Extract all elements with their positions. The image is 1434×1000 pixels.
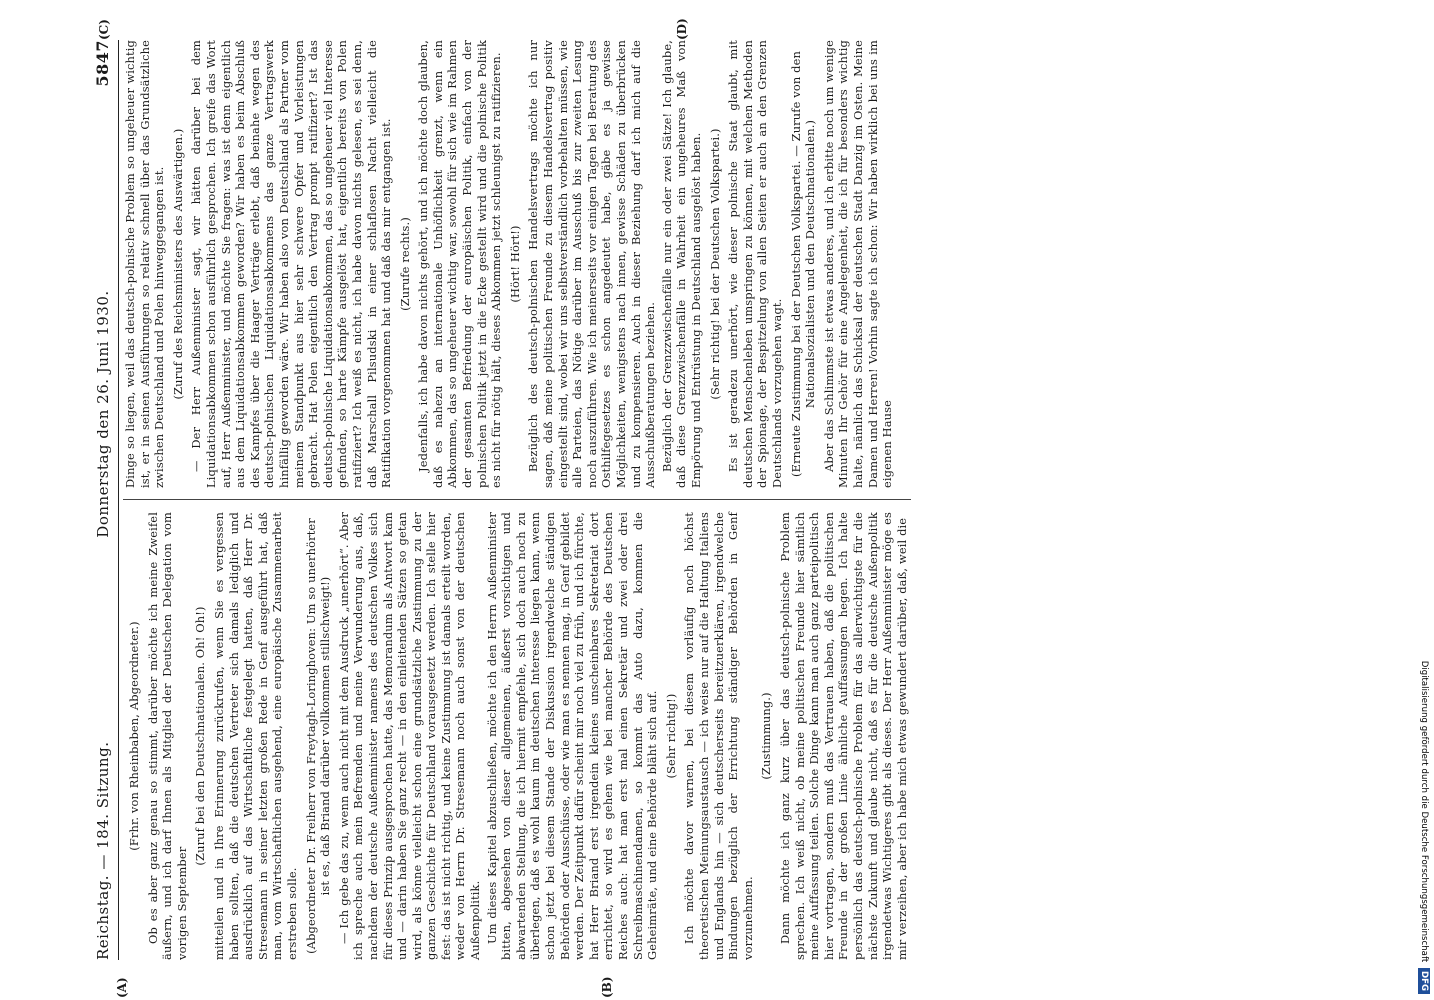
rotated-page-content: [85, 0, 1125, 1000]
left-column: [123, 512, 911, 960]
interjection: (Sehr richtig! bei der Deutschen Volkspartei.): [707, 128, 722, 400]
paragraph: Aber das Schlimmste ist etwas anderes, und ich erbitte noch um wenige Minuten Ihr Gehör für eine Angelegenheit, die ich für besonders wichtig halte, nämlich das Schicksal der deutschen Stadt Danzig im Osten. Meine Damen und Herren! Vorhin sagte ich schon: Wir haben wirklich bei uns im eigenen Hause: [821, 40, 895, 488]
margin-marker-c: (C): [97, 19, 111, 40]
paragraph: Jedenfalls, ich habe davon nichts gehört, und ich möchte doch glauben, daß es nahezu an internationale Unhöflichkeit grenzt, wenn ein Abkommen, das so ungeheuer wichtig war, sowohl für sich wie im Rahmen der gesamten Befriedung der europäischen Politik, einfach von der polnischen Politik jetzt in die Ecke gestellt wird und die polnische Politik es nicht für nötig hält, dieses Abkommen jetzt schleunigst zu ratifizieren.: [416, 40, 504, 488]
interjection: (Abgeordneter Dr. Freiherr von Freytagh-Loringhoven: Um so unerhörter ist es, daß Briand darüber vollkommen stillschweigt!): [303, 518, 333, 954]
paragraph: Bezüglich des deutsch-polnischen Handelsvertrags möchte ich nur sagen, daß meine politischen Freunde zu diesem Handelsvertrag positiv eingestellt sind, wobei wir uns selbstverständlich vorbehalten müssen, wie alle Parteien, das Nötige darüber im Ausschuß bis zur zweiten Lesung noch auszuführen. Wie ich meinerseits vor einigen Tagen bei Beratung des Osthilfegesetzes es schon angedeutet habe, gäbe es ja gewisse Möglichkeiten, wenigstens nach innen, gewisse Schäden zu überbrücken und zu kompensieren. Auch in dieser Beziehung darf ich mich auf die Ausschußberatungen beziehen.: [526, 40, 658, 488]
paragraph: Bezüglich der Grenzzwischenfälle nur ein oder zwei Sätze! Ich glaube, daß diese Grenzzwischenfälle in Wahrheit ein ungeheures Maß von Empörung und Entrüstung in Deutschland ausgelöst haben.: [659, 40, 703, 488]
margin-marker-d: (D): [675, 18, 689, 40]
speaker-line: (Frhr. von Rheinbaben, Abgeordneter.): [127, 621, 141, 851]
right-column: [123, 40, 911, 488]
margin-marker-b: (B): [600, 976, 614, 998]
header-center: Donnerstag den 26. Juni 1930.: [94, 290, 112, 538]
margin-marker-a: (A): [115, 977, 129, 998]
digitization-credit: [1418, 6, 1430, 994]
column-divider: [123, 499, 911, 500]
credit-text: Digitalisierung gefördert durch die Deutsche Forschungsgemeinschaft: [1419, 660, 1429, 963]
interjection: (Zustimmung.): [759, 692, 774, 780]
page-header: [93, 40, 119, 960]
interjection: (Hört! Hört!): [507, 225, 522, 303]
interjection: (Sehr richtig!): [663, 693, 678, 779]
interjection: (Zuruf bei den Deutschnationalen. Oh! Oh!): [193, 606, 208, 866]
interjection: (Zuruf des Reichsministers des Auswärtigen.): [170, 128, 185, 400]
paragraph: Es ist geradezu unerhört, wie dieser polnische Staat glaubt, mit deutschen Menschenleben umspringen zu können, mit welchen Methoden der Spionage, der Bespitzelung von allen Seiten er auch an den Grenzen Deutschlands vorzugehen wagt.: [726, 40, 784, 488]
paragraph: Ich möchte davor warnen, bei diesem vorläufig noch höchst theoretischen Meinungsaustausch — ich weise nur auf die Haltung Italiens und Englands hin — sich deutscherseits bereitzuerklären, irgendwelche Bindungen bezüglich der Errichtung ständiger Behörden in Genf vorzunehmen.: [682, 512, 755, 960]
interjection: (Zurufe rechts.): [397, 217, 412, 311]
paragraph: Um dieses Kapitel abzuschließen, möchte ich den Herrn Außenminister bitten, abgesehen von dieser allgemeinen, äußerst vorsichtigen und abwartenden Stellung, die ich hiermit empfehle, sich doch auch noch zu überlegen, daß es wohl kaum im deutschen Interesse liegen kann, wenn schon jetzt bei diesem Stande der Diskussion irgendwelche ständigen Behörden oder Ausschüsse, oder wie man es nennen mag, in Genf gebildet werden. Der Zeitpunkt dafür scheint mir noch viel zu früh, und ich fürchte, hat Herr Briand erst irgendein kleines unscheinbares Sekretariat dort errichtet, so wird es gehen wie bei mancher Behörde des Deutschen Reiches auch: hat man erst mal einen Sekretär und zwei oder drei Schreibmaschinendamen, so kommt das Auto dazu, kommen die Geheimräte, und eine Behörde bläht sich auf.: [484, 512, 660, 960]
header-left: Reichstag. — 184. Sitzung.: [94, 741, 112, 960]
paragraph: mitteilen und in Ihre Erinnerung zurückrufen, wenn Sie es vergessen haben sollten, daß die deutschen Vertreter sich damals lediglich und ausdrücklich auf das Wirtschaftliche festgelegt hatten, daß Herr Dr. Stresemann in seiner letzten großen Rede in Genf ausgeführt hat, daß man, vom Wirtschaftlichen ausgehend, eine europäische Zusammenarbeit erstreben solle.: [211, 512, 299, 960]
interjection: (Erneute Zustimmung bei der Deutschen Volkspartei. — Zurufe von den Nationalsozialisten und den Deutschnationalen.): [788, 51, 818, 477]
paragraph: — Der Herr Außenminister sagt, wir hätten darüber bei dem Liquidationsabkommen schon ausführlich gesprochen. Ich greife das Wort auf, Herr Außenminister, und möchte Sie fragen: was ist denn eigentlich aus dem Liquidationsabkommen geworden? Wir haben es beim Abschluß des Kampfes über die Haager Verträge erlebt, daß beinahe wegen des deutsch-polnischen Liquidationsabkommens das ganze Vertragswerk hinfällig geworden wäre. Wir haben also von Deutschland als Partner vom meinem Standpunkt aus hier sehr schwere Opfer und Vorleistungen gebracht. Hat Polen eigentlich den Vertrag prompt ratifiziert? Ist das deutsch-polnische Liquidationsabkommen, das so ungeheuer viel Interesse gefunden, so harte Kämpfe ausgelöst hat, eigentlich bereits von Polen ratifiziert? Ich weiß es nicht, ich habe davon nichts gelesen, es sei denn, daß Marschall Pilsudski in einer schlaflosen Nacht vielleicht die Ratifikation vorgenommen hat und daß das mir entgangen ist.: [189, 40, 394, 488]
paragraph: Dann möchte ich ganz kurz über das deutsch-polnische Problem sprechen. Ich weiß nicht, ob meine politischen Freunde hier sämtlich meine Auffassung teilen. Solche Dinge kann man auch ganz parteipolitisch hier vortragen, sondern muß das Vertrauen haben, daß die politischen Freunde in der großen Linie ähnliche Auffassungen hegen. Ich halte persönlich das deutsch-polnische Problem für das allerwichtigste für die nächste Zukunft und glaube nicht, daß es für die deutsche Außenpolitik irgendetwas Wichtigeres gibt als dieses. Der Herr Außenminister möge es mir verzeihen, aber ich habe mich etwas gewundert darüber, daß, weil die: [777, 512, 909, 960]
two-column-body: [123, 40, 911, 960]
page-number: 5847: [93, 40, 112, 87]
paragraph: — Ich gebe das zu, wenn auch nicht mit dem Ausdruck „unerhört“. Aber ich spreche auch mein Befremden und meine Verwunderung aus, daß, nachdem der deutsche Außenminister namens des deutschen Volkes sich für dieses Prinzip ausgesprochen hatte, das Memorandum als Antwort kam und — darin haben Sie ganz recht — in den einleitenden Sätzen so getan wird, als könne vielleicht schon eine grundsätzliche Zustimmung zu der ganzen Geschichte für Deutschland vorausgesetzt werden. Ich stelle hier fest: das ist nicht richtig, und keine Zustimmung ist damals erteilt worden, weder von Herrn Dr. Stresemann noch auch sonst von der deutschen Außenpolitik.: [336, 512, 483, 960]
paragraph: Ob es aber ganz genau so stimmt, darüber möchte ich meine Zweifel äußern, und ich darf Ihnen als Mitglied der Deutschen Delegation vom vorigen September: [145, 512, 189, 960]
dfg-logo: DFG: [1418, 968, 1430, 994]
paragraph: Dinge so liegen, weil das deutsch-polnische Problem so ungeheuer wichtig ist, er in seinen Ausführungen so relativ schnell über das Grundsätzliche zwischen Deutschland und Polen hinweggegangen ist.: [123, 40, 167, 488]
